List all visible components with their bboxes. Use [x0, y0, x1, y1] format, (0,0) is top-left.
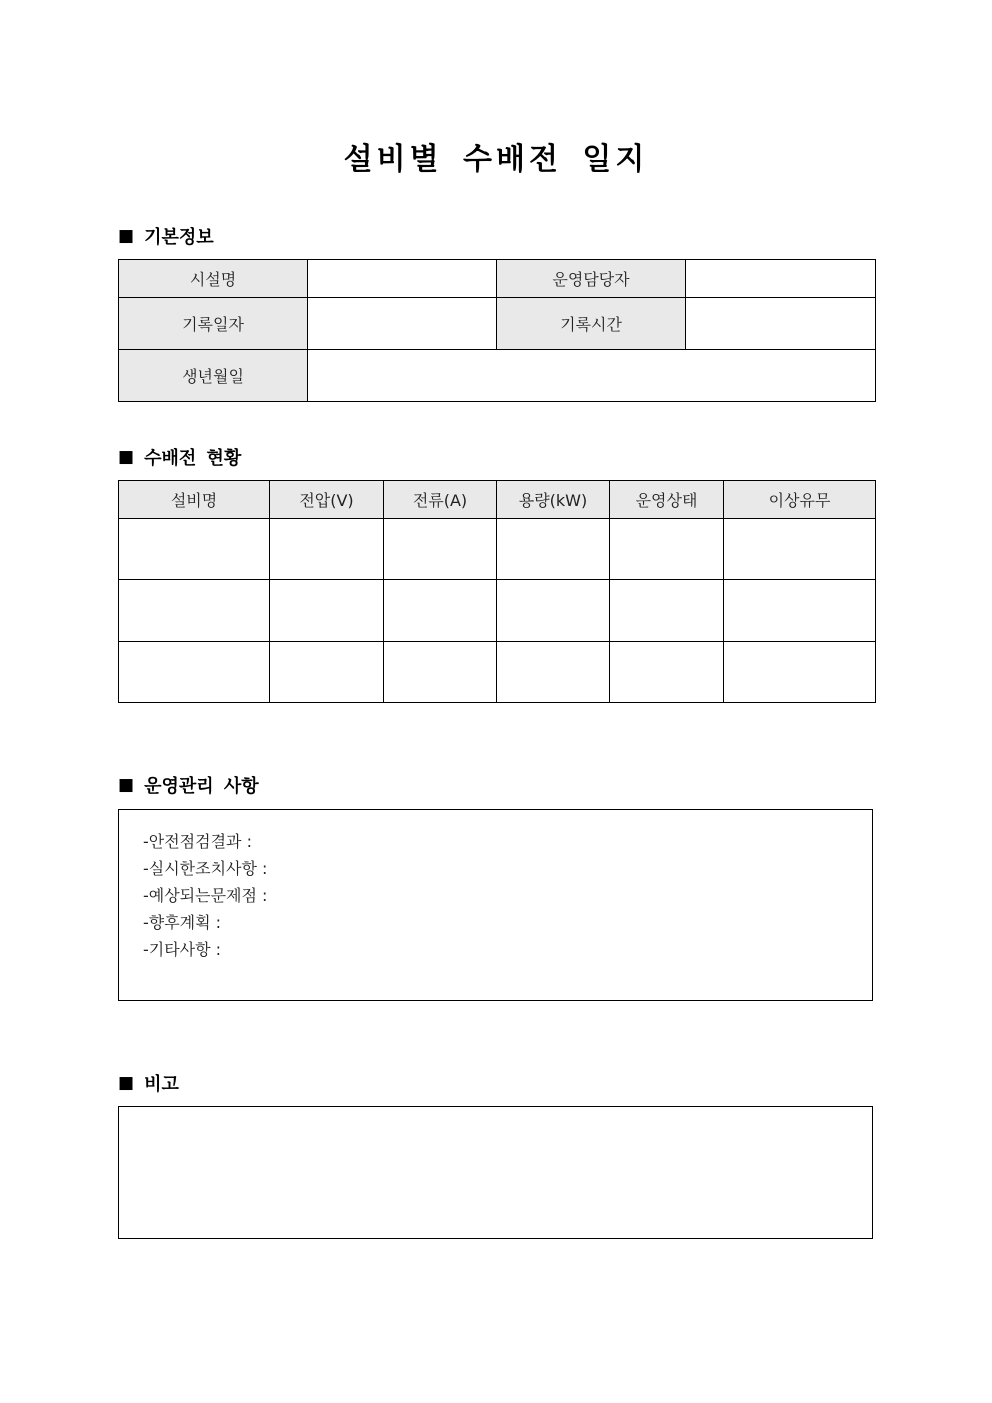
table-row [119, 519, 876, 580]
table-cell[interactable] [724, 642, 876, 703]
column-header-equipment: 설비명 [119, 481, 270, 519]
remarks-heading [118, 1070, 179, 1096]
square-bullet-icon: ■ [118, 1073, 135, 1093]
distribution-status-table [118, 480, 876, 703]
document-title: 설비별 수배전 일지 [343, 142, 649, 177]
table-cell[interactable] [610, 642, 724, 703]
table-cell[interactable] [497, 580, 610, 642]
table-row [119, 642, 876, 703]
table-cell[interactable] [384, 580, 497, 642]
facility-name-field[interactable] [308, 260, 497, 298]
column-header-current: 전류(A) [384, 481, 497, 519]
basic-info-table [118, 259, 876, 402]
square-bullet-icon: ■ [118, 226, 135, 246]
operations-box[interactable] [118, 809, 873, 1001]
record-time-field[interactable] [686, 298, 876, 350]
distribution-status-heading [118, 444, 241, 470]
table-cell[interactable] [119, 580, 270, 642]
future-plan-item: -향후계획 : [143, 913, 222, 932]
table-cell[interactable] [610, 519, 724, 580]
record-date-field[interactable] [308, 298, 497, 350]
table-cell[interactable] [270, 642, 384, 703]
basic-info-heading-text: 기본정보 [144, 227, 214, 248]
table-cell[interactable] [270, 580, 384, 642]
safety-inspection-item: -안전점검결과 : [143, 832, 252, 851]
distribution-status-heading-text: 수배전 현황 [144, 448, 242, 469]
table-cell[interactable] [724, 519, 876, 580]
square-bullet-icon: ■ [118, 447, 135, 467]
table-row [119, 580, 876, 642]
operator-label: 운영담당자 [497, 260, 686, 298]
birthdate-field[interactable] [308, 350, 876, 402]
table-cell[interactable] [497, 642, 610, 703]
other-notes-item: -기타사항 : [143, 940, 222, 959]
table-cell[interactable] [384, 519, 497, 580]
table-cell[interactable] [119, 642, 270, 703]
table-cell[interactable] [610, 580, 724, 642]
record-date-label: 기록일자 [119, 298, 308, 350]
operations-heading [118, 772, 259, 798]
table-cell[interactable] [384, 642, 497, 703]
basic-info-heading [118, 223, 214, 249]
expected-issues-item: -예상되는문제점 : [143, 886, 268, 905]
remarks-box[interactable] [118, 1106, 873, 1239]
column-header-abnormality: 이상유무 [724, 481, 876, 519]
table-cell[interactable] [270, 519, 384, 580]
table-cell[interactable] [497, 519, 610, 580]
facility-name-label: 시설명 [119, 260, 308, 298]
column-header-capacity: 용량(kW) [497, 481, 610, 519]
column-header-status: 운영상태 [610, 481, 724, 519]
operations-list [119, 810, 872, 963]
table-cell[interactable] [119, 519, 270, 580]
remarks-heading-text: 비고 [144, 1074, 179, 1095]
column-header-voltage: 전압(V) [270, 481, 384, 519]
birthdate-label: 생년월일 [119, 350, 308, 402]
table-cell[interactable] [724, 580, 876, 642]
operator-field[interactable] [686, 260, 876, 298]
record-time-label: 기록시간 [497, 298, 686, 350]
operations-heading-text: 운영관리 사항 [144, 776, 259, 797]
actions-taken-item: -실시한조치사항 : [143, 859, 268, 878]
square-bullet-icon: ■ [118, 775, 135, 795]
